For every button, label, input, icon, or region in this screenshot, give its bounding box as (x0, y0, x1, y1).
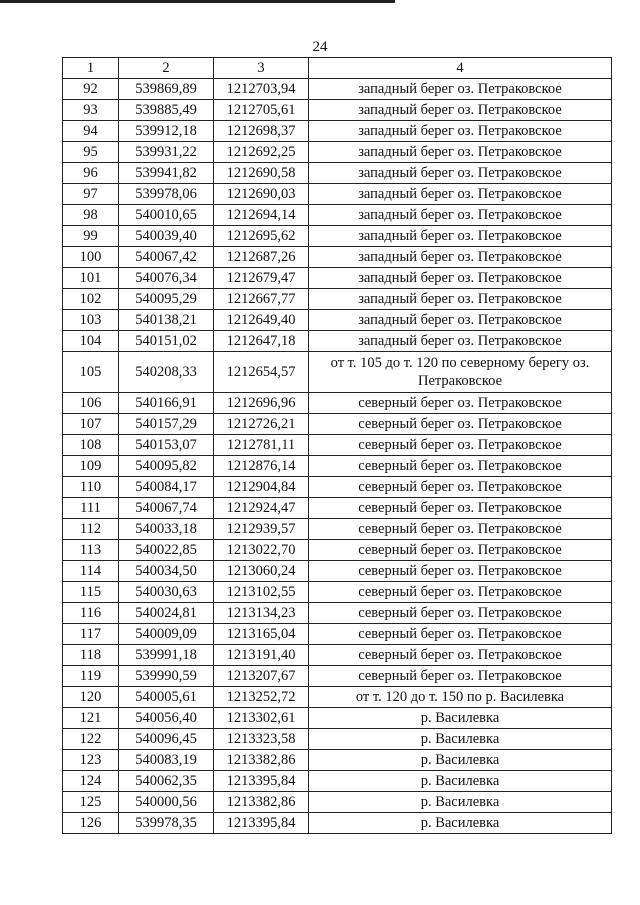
x-coordinate-cell: 540208,33 (119, 352, 214, 393)
x-coordinate-cell: 540033,18 (119, 519, 214, 540)
description-cell: северный берег оз. Петраковское (309, 582, 612, 603)
point-number-cell: 112 (63, 519, 119, 540)
description-cell: р. Василевка (309, 708, 612, 729)
x-coordinate-cell: 540095,82 (119, 456, 214, 477)
y-coordinate-cell: 1213252,72 (214, 687, 309, 708)
description-cell: р. Василевка (309, 813, 612, 834)
point-number-cell: 115 (63, 582, 119, 603)
description-cell: западный берег оз. Петраковское (309, 163, 612, 184)
x-coordinate-cell: 539885,49 (119, 100, 214, 121)
table-row (63, 393, 612, 414)
x-coordinate-cell: 540166,91 (119, 393, 214, 414)
x-coordinate-cell: 540076,34 (119, 268, 214, 289)
x-coordinate-cell: 540083,19 (119, 750, 214, 771)
y-coordinate-cell: 1212726,21 (214, 414, 309, 435)
description-cell: от т. 120 до т. 150 по р. Василевка (309, 687, 612, 708)
point-number-cell: 110 (63, 477, 119, 498)
y-coordinate-cell: 1212654,57 (214, 352, 309, 393)
point-number-cell: 106 (63, 393, 119, 414)
description-cell: от т. 105 до т. 120 по северному берегу оз. Петраковское (309, 352, 612, 393)
point-number-cell: 123 (63, 750, 119, 771)
description-cell: северный берег оз. Петраковское (309, 624, 612, 645)
point-number-cell: 97 (63, 184, 119, 205)
point-number-cell: 107 (63, 414, 119, 435)
point-number-cell: 96 (63, 163, 119, 184)
point-number-cell: 109 (63, 456, 119, 477)
y-coordinate-cell: 1212703,94 (214, 79, 309, 100)
table-row (63, 226, 612, 247)
table-row (63, 498, 612, 519)
point-number-cell: 94 (63, 121, 119, 142)
description-cell: северный берег оз. Петраковское (309, 477, 612, 498)
table-row (63, 121, 612, 142)
x-coordinate-cell: 540067,42 (119, 247, 214, 268)
table-row (63, 561, 612, 582)
table-row (63, 477, 612, 498)
point-number-cell: 101 (63, 268, 119, 289)
x-coordinate-cell: 539978,06 (119, 184, 214, 205)
point-number-cell: 118 (63, 645, 119, 666)
point-number-cell: 108 (63, 435, 119, 456)
description-cell: западный берег оз. Петраковское (309, 184, 612, 205)
table-row (63, 247, 612, 268)
description-cell: западный берег оз. Петраковское (309, 268, 612, 289)
description-cell: северный берег оз. Петраковское (309, 456, 612, 477)
x-coordinate-cell: 539941,82 (119, 163, 214, 184)
point-number-cell: 119 (63, 666, 119, 687)
y-coordinate-cell: 1213207,67 (214, 666, 309, 687)
top-rule (0, 0, 395, 3)
table-row (63, 687, 612, 708)
y-coordinate-cell: 1213102,55 (214, 582, 309, 603)
column-header: 3 (214, 58, 309, 79)
x-coordinate-cell: 539991,18 (119, 645, 214, 666)
table-row (63, 750, 612, 771)
table-row (63, 435, 612, 456)
table-row (63, 100, 612, 121)
table-row (63, 79, 612, 100)
table-row (63, 331, 612, 352)
description-cell: р. Василевка (309, 750, 612, 771)
point-number-cell: 95 (63, 142, 119, 163)
point-number-cell: 125 (63, 792, 119, 813)
x-coordinate-cell: 540030,63 (119, 582, 214, 603)
y-coordinate-cell: 1213060,24 (214, 561, 309, 582)
x-coordinate-cell: 540062,35 (119, 771, 214, 792)
x-coordinate-cell: 540067,74 (119, 498, 214, 519)
y-coordinate-cell: 1212695,62 (214, 226, 309, 247)
x-coordinate-cell: 540138,21 (119, 310, 214, 331)
point-number-cell: 126 (63, 813, 119, 834)
y-coordinate-cell: 1213302,61 (214, 708, 309, 729)
column-header: 2 (119, 58, 214, 79)
description-cell: северный берег оз. Петраковское (309, 414, 612, 435)
table-row (63, 289, 612, 310)
y-coordinate-cell: 1212939,57 (214, 519, 309, 540)
description-cell: северный берег оз. Петраковское (309, 498, 612, 519)
column-header: 4 (309, 58, 612, 79)
x-coordinate-cell: 539978,35 (119, 813, 214, 834)
x-coordinate-cell: 539912,18 (119, 121, 214, 142)
point-number-cell: 92 (63, 79, 119, 100)
description-cell: северный берег оз. Петраковское (309, 393, 612, 414)
table-header-row (63, 58, 612, 79)
y-coordinate-cell: 1212692,25 (214, 142, 309, 163)
point-number-cell: 124 (63, 771, 119, 792)
description-cell: западный берег оз. Петраковское (309, 310, 612, 331)
y-coordinate-cell: 1213191,40 (214, 645, 309, 666)
x-coordinate-cell: 539990,59 (119, 666, 214, 687)
table-row (63, 708, 612, 729)
x-coordinate-cell: 540084,17 (119, 477, 214, 498)
y-coordinate-cell: 1213382,86 (214, 750, 309, 771)
page-number: 24 (312, 39, 328, 55)
y-coordinate-cell: 1212647,18 (214, 331, 309, 352)
table-row (63, 519, 612, 540)
table-row (63, 645, 612, 666)
table-row (63, 813, 612, 834)
table-row (63, 456, 612, 477)
table-row (63, 310, 612, 331)
point-number-cell: 103 (63, 310, 119, 331)
x-coordinate-cell: 539931,22 (119, 142, 214, 163)
description-cell: северный берег оз. Петраковское (309, 603, 612, 624)
point-number-cell: 111 (63, 498, 119, 519)
point-number-cell: 100 (63, 247, 119, 268)
x-coordinate-cell: 539869,89 (119, 79, 214, 100)
x-coordinate-cell: 540022,85 (119, 540, 214, 561)
x-coordinate-cell: 540024,81 (119, 603, 214, 624)
point-number-cell: 116 (63, 603, 119, 624)
table-row (63, 142, 612, 163)
point-number-cell: 117 (63, 624, 119, 645)
y-coordinate-cell: 1213382,86 (214, 792, 309, 813)
y-coordinate-cell: 1212649,40 (214, 310, 309, 331)
y-coordinate-cell: 1212679,47 (214, 268, 309, 289)
point-number-cell: 113 (63, 540, 119, 561)
description-cell: северный берег оз. Петраковское (309, 561, 612, 582)
table-body (63, 79, 612, 834)
y-coordinate-cell: 1213323,58 (214, 729, 309, 750)
y-coordinate-cell: 1213165,04 (214, 624, 309, 645)
y-coordinate-cell: 1212696,96 (214, 393, 309, 414)
description-cell: р. Василевка (309, 771, 612, 792)
description-cell: северный берег оз. Петраковское (309, 666, 612, 687)
y-coordinate-cell: 1212694,14 (214, 205, 309, 226)
table-row (63, 603, 612, 624)
description-cell: р. Василевка (309, 792, 612, 813)
table-row (63, 540, 612, 561)
y-coordinate-cell: 1213395,84 (214, 771, 309, 792)
table-row (63, 582, 612, 603)
description-cell: западный берег оз. Петраковское (309, 142, 612, 163)
x-coordinate-cell: 540151,02 (119, 331, 214, 352)
description-cell: северный берег оз. Петраковское (309, 540, 612, 561)
x-coordinate-cell: 540034,50 (119, 561, 214, 582)
y-coordinate-cell: 1213022,70 (214, 540, 309, 561)
x-coordinate-cell: 540005,61 (119, 687, 214, 708)
y-coordinate-cell: 1212690,58 (214, 163, 309, 184)
y-coordinate-cell: 1213395,84 (214, 813, 309, 834)
point-number-cell: 93 (63, 100, 119, 121)
table-row (63, 729, 612, 750)
y-coordinate-cell: 1212698,37 (214, 121, 309, 142)
x-coordinate-cell: 540153,07 (119, 435, 214, 456)
x-coordinate-cell: 540095,29 (119, 289, 214, 310)
table-row (63, 205, 612, 226)
y-coordinate-cell: 1213134,23 (214, 603, 309, 624)
table-row (63, 624, 612, 645)
table-row (63, 352, 612, 393)
description-cell: западный берег оз. Петраковское (309, 205, 612, 226)
point-number-cell: 98 (63, 205, 119, 226)
point-number-cell: 114 (63, 561, 119, 582)
table-row (63, 666, 612, 687)
x-coordinate-cell: 540157,29 (119, 414, 214, 435)
point-number-cell: 99 (63, 226, 119, 247)
description-cell: западный берег оз. Петраковское (309, 289, 612, 310)
table-row (63, 792, 612, 813)
description-cell: северный берег оз. Петраковское (309, 645, 612, 666)
table-row (63, 414, 612, 435)
coordinates-table (62, 57, 612, 834)
table-row (63, 771, 612, 792)
table-row (63, 184, 612, 205)
x-coordinate-cell: 540009,09 (119, 624, 214, 645)
column-header: 1 (63, 58, 119, 79)
table-row (63, 163, 612, 184)
y-coordinate-cell: 1212924,47 (214, 498, 309, 519)
y-coordinate-cell: 1212781,11 (214, 435, 309, 456)
x-coordinate-cell: 540056,40 (119, 708, 214, 729)
y-coordinate-cell: 1212876,14 (214, 456, 309, 477)
description-cell: р. Василевка (309, 729, 612, 750)
description-cell: западный берег оз. Петраковское (309, 100, 612, 121)
point-number-cell: 120 (63, 687, 119, 708)
point-number-cell: 122 (63, 729, 119, 750)
description-cell: западный берег оз. Петраковское (309, 247, 612, 268)
description-cell: западный берег оз. Петраковское (309, 79, 612, 100)
y-coordinate-cell: 1212904,84 (214, 477, 309, 498)
point-number-cell: 121 (63, 708, 119, 729)
y-coordinate-cell: 1212705,61 (214, 100, 309, 121)
x-coordinate-cell: 540010,65 (119, 205, 214, 226)
x-coordinate-cell: 540096,45 (119, 729, 214, 750)
x-coordinate-cell: 540000,56 (119, 792, 214, 813)
point-number-cell: 102 (63, 289, 119, 310)
y-coordinate-cell: 1212690,03 (214, 184, 309, 205)
description-cell: западный берег оз. Петраковское (309, 121, 612, 142)
point-number-cell: 104 (63, 331, 119, 352)
description-cell: западный берег оз. Петраковское (309, 226, 612, 247)
y-coordinate-cell: 1212687,26 (214, 247, 309, 268)
x-coordinate-cell: 540039,40 (119, 226, 214, 247)
y-coordinate-cell: 1212667,77 (214, 289, 309, 310)
description-cell: западный берег оз. Петраковское (309, 331, 612, 352)
description-cell: северный берег оз. Петраковское (309, 519, 612, 540)
table-row (63, 268, 612, 289)
point-number-cell: 105 (63, 352, 119, 393)
description-cell: северный берег оз. Петраковское (309, 435, 612, 456)
